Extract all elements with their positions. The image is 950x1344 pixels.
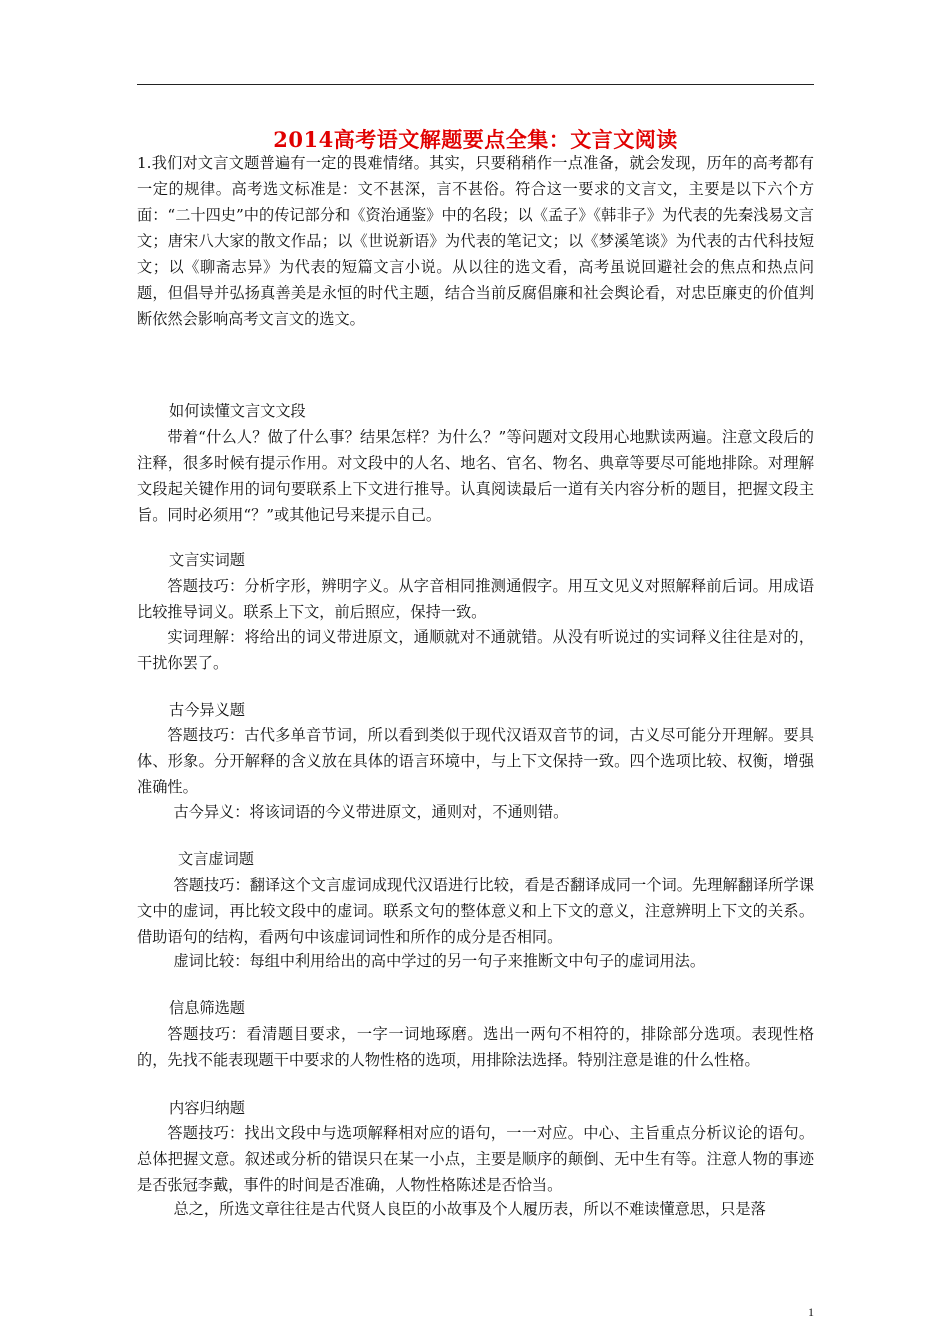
section-paragraph: 答题技巧：古代多单音节词，所以看到类似于现代汉语双音节的词，古义尽可能分开理解。要具体、形象。分开解释的含义放在具体的语言环境中，与上下文保持一致。四个选项比较、权衡，增强准确性。	[137, 726, 814, 796]
section-heading-reading: 如何读懂文言文文段	[169, 402, 306, 420]
section-heading-function-words: 文言虚词题	[178, 850, 254, 868]
section-paragraph: 带着“什么人？做了什么事？结果怎样？为什么？”等问题对文段用心地默读两遍。注意文段后的注释，很多时候有提示作用。对文段中的人名、地名、官名、物名、典章等要尽可能地排除。对理解文段起关键作用的词句要联系上下文进行推导。认真阅读最后一道有关内容分析的题目，把握文段主旨。同时必须用“？”或其他记号来提示自己。	[137, 428, 814, 524]
section-paragraph: 实词理解：将给出的词义带进原文，通顺就对不通就错。从没有听说过的实词释义往往是对的，干扰你罢了。	[137, 628, 814, 672]
section-paragraph: 总之，所选文章往往是古代贤人良臣的小故事及个人履历表，所以不难读懂意思，只是落	[173, 1200, 766, 1218]
section-paragraph: 古今异义：将该词语的今义带进原文，通则对，不通则错。	[173, 803, 569, 821]
section-heading-info-screening: 信息筛选题	[169, 999, 245, 1017]
section-paragraph: 答题技巧：找出文段中与选项解释相对应的语句，一一对应。中心、主旨重点分析议论的语句。总体把握文意。叙述或分析的错误只在某一小点，主要是顺序的颠倒、无中生有等。注意人物的事迹是否张冠李戴，事件的时间是否准确，人物性格陈述是否恰当。	[137, 1124, 814, 1194]
page-number: 1	[808, 1305, 814, 1319]
section-heading-ancient-modern: 古今异义题	[169, 701, 245, 719]
intro-paragraph: 1.我们对文言文题普遍有一定的畏难情绪。其实，只要稍稍作一点准备，就会发现，历年的高考都有一定的规律。高考选文标准是：文不甚深，言不甚俗。符合这一要求的文言文，主要是以下六个方面：“二十四史”中的传记部分和《资治通鉴》中的名段；以《孟子》《韩非子》为代表的先秦浅易文言文；唐宋八大家的散文作品；以《世说新语》为代表的笔记文；以《梦溪笔谈》为代表的古代科技短文；以《聊斋志异》为代表的短篇文言小说。从以往的选文看，高考虽说回避社会的焦点和热点问题，但倡导并弘扬真善美是永恒的时代主题，结合当前反腐倡廉和社会舆论看，对忠臣廉吏的价值判断依然会影响高考文言文的选文。	[137, 154, 814, 328]
section-heading-content-words: 文言实词题	[169, 551, 245, 569]
section-paragraph: 答题技巧：分析字形，辨明字义。从字音相同推测通假字。用互文见义对照解释前后词。用成语比较推导词义。联系上下文，前后照应，保持一致。	[137, 577, 814, 621]
section-paragraph: 答题技巧：看清题目要求，一字一词地琢磨。选出一两句不相符的，排除部分选项。表现性格的，先找不能表现题干中要求的人物性格的选项，用排除法选择。特别注意是谁的什么性格。	[137, 1025, 814, 1069]
section-paragraph: 答题技巧：翻译这个文言虚词成现代汉语进行比较，看是否翻译成同一个词。先理解翻译所学课文中的虚词，再比较文段中的虚词。联系文句的整体意义和上下文的意义，注意辨明上下文的关系。借助语句的结构，看两句中该虚词词性和所作的成分是否相同。	[137, 876, 814, 946]
header-rule	[137, 84, 814, 85]
section-heading-content-summary: 内容归纳题	[169, 1099, 245, 1117]
section-paragraph: 虚词比较：每组中利用给出的高中学过的另一句子来推断文中句子的虚词用法。	[173, 952, 706, 970]
document-title: 2014高考语文解题要点全集：文言文阅读	[273, 127, 678, 152]
